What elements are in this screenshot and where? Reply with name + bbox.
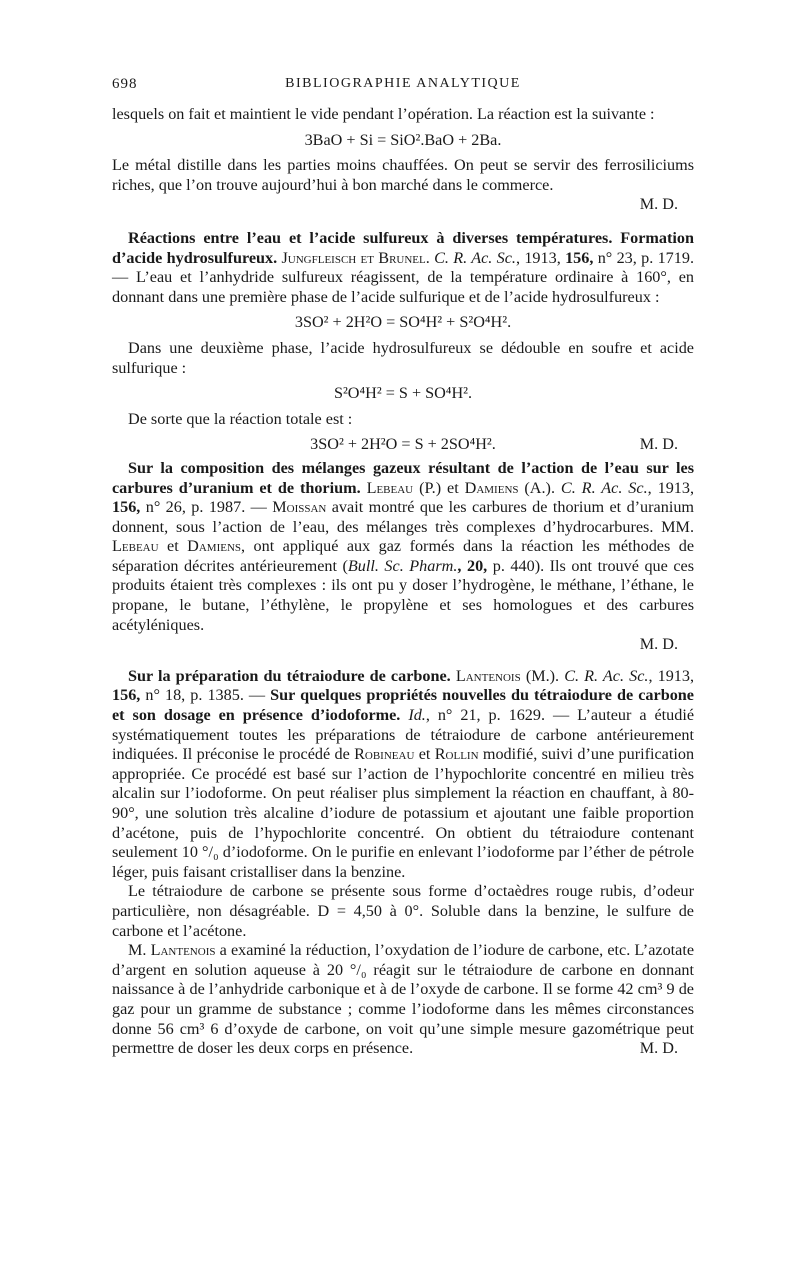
prefix: M.	[128, 941, 147, 960]
author-name: Lantenois	[455, 666, 521, 685]
journal-name: C. R. Ac. Sc.	[564, 666, 649, 685]
journal-name: C. R. Ac. Sc.	[434, 248, 516, 267]
issue-page: n° 26, p. 1987. —	[145, 498, 267, 517]
abstract-title: Sur quelques propriétés nouvelles du tétraiodure de carbone et son dosage en présence d’iodoforme.	[112, 686, 694, 725]
person-name: Lebeau	[112, 537, 159, 556]
running-title: BIBLIOGRAPHIE ANALYTIQUE	[285, 76, 521, 91]
equation: 3BaO + Si = SiO².BaO + 2Ba.	[304, 130, 502, 149]
person-name: Rollin	[434, 745, 479, 764]
journal-name: C. R. Ac. Sc.	[560, 478, 648, 497]
abstract-entry: Sur la préparation du tétraiodure de carbone. Lantenois (M.). C. R. Ac. Sc., 1913, 156, n° 18, p. 1385. — Sur quelques propriétés nouvelles du tétraiodure de carbone et son dosage en présence d’iodoforme. Id., n° 21, p. 1629. — L’auteur a étudié systématiquement toutes les préparations de tétraiodure de carbone antérieurement indiquées. Il préconise le procédé de Robineau et Rollin modifié, suivi d’une purification appropriée. Ce procédé est basé sur l’action de l’hypochlorite concentré en milieu très alcalin sur l’iodoforme. On peut réaliser plus simplement la réaction en chauffant, à 80-90°, une solution très alcaline d’iodure de potassium et ajoutant une faible proportion d’acétone, puis de l’hypochlorite concentré. On obtient du tétraiodure contenant seulement 10 °/₀ d’iodoforme. On le purifie en enlevant l’iodoforme par l’éther de pétrole léger, puis faisant cristalliser dans la benzine.	[112, 666, 695, 881]
abstract-text: avait montré que les carbures de thorium et d’uranium donnent, sous l’action de l’eau, des mélanges très complexes d’hydrocarbures. MM.	[112, 498, 695, 536]
abstract-title: Réactions entre l’eau et l’acide sulfureux à diverses températures. Formation d’acide hydrosulfureux.	[112, 228, 694, 267]
reference-page: , n° 21, p. 1629.	[425, 706, 546, 725]
paragraph: De sorte que la réaction totale est :	[128, 409, 353, 428]
reference-id: Id.	[408, 706, 426, 725]
author-initial: (P.)	[419, 478, 442, 497]
spacer	[112, 655, 694, 667]
person-name: Robineau	[354, 745, 415, 764]
paragraph: Dans une deuxième phase, l’acide hydrosulfureux se dédouble en soufre et acide sulfurique :	[112, 338, 694, 377]
issue-page: n° 23, p. 1719.	[597, 248, 694, 267]
paragraph	[112, 941, 694, 1059]
person-name: Damiens	[187, 537, 242, 556]
equation: 3SO² + 2H²O = SO⁴H² + S²O⁴H².	[294, 313, 512, 332]
year: 1913,	[657, 666, 695, 685]
paragraph: lesquels on fait et maintient le vide pendant l’opération. La réaction est la suivante :	[112, 105, 655, 123]
author-name: Jungfleisch et Brunel.	[281, 248, 430, 267]
abstract-text: — L’eau et l’anhydride sulfureux réagissent, de la température ordinaire à 160°, en donnant dans une première phase de l’acide sulfurique et de l’acide hydrosulfureux :	[112, 268, 694, 306]
signature: M. D.	[639, 1039, 678, 1058]
page-body	[112, 105, 694, 1059]
author-initial: (A.).	[524, 478, 555, 497]
page-number: 698	[112, 76, 138, 92]
signature: M. D.	[639, 635, 678, 654]
year: 1913,	[657, 478, 695, 497]
volume: 156,	[112, 686, 141, 705]
paragraph: Le métal distille dans les parties moins chauffées. On peut se servir des ferrosiliciums riches, que l’on trouve aujourd’hui à bon marché dans le commerce.	[112, 156, 694, 194]
abstract-entry: Réactions entre l’eau et l’acide sulfureux à diverses températures. Formation d’acide hydrosulfureux. Jungfleisch et Brunel. C. R. Ac. Sc., 1913, 156, n° 23, p. 1719. — L’eau et l’anhydride sulfureux réagissent, de la température ordinaire à 160°, en donnant dans une première phase de l’acide sulfurique et de l’acide hydrosulfureux :	[112, 228, 694, 306]
abstract-text: modifié, suivi d’une purification appropriée. Ce procédé est basé sur l’action de l’hypochlorite concentré en milieu très alcalin sur l’iodoforme. On peut réaliser plus simplement la réaction en chauffant, à 80-90°, une solution très alcaline d’iodure de potassium et ajoutant une faible proportion d’acétone, puis de l’hypochlorite concentré. On obtient du tétraiodure contenant seulement 10 °/₀ d’iodoforme. On le purifie en enlevant l’iodoforme par l’éther de pétrole léger, puis faisant cristalliser dans la benzine.	[112, 745, 695, 881]
equation-with-signature	[112, 435, 694, 455]
issue-page: n° 18, p. 1385. —	[145, 686, 266, 705]
year: 1913,	[524, 248, 561, 267]
abstract-text: et	[418, 745, 431, 764]
reference-volume: , 20,	[457, 556, 488, 575]
abstract-text: a examiné la réduction, l’oxydation de l’iodure de carbone, etc. L’azotate d’argent en solution aqueuse à 20 °/₀ réagit sur le tétraiodure de carbone en donnant naissance à de l’anhydride carbonique et à de l’oxyde de carbone. Il se forme 42 cm³ 9 de gaz pour un gramme de substance ; comme l’iodoforme dans les mêmes circonstances donne 56 cm³ 6 d’oxyde de carbone, on voit qu’une simple mesure gazométrique peut permettre de doser les deux corps en présence.	[112, 941, 695, 1058]
abstract-title: Sur la composition des mélanges gazeux résultant de l’action de l’eau sur les carbures d’uranium et de thorium.	[112, 458, 694, 497]
equation: S²O⁴H² = S + SO⁴H².	[333, 384, 473, 403]
author-name: Damiens	[464, 478, 519, 497]
running-header	[112, 76, 694, 96]
volume: 156,	[112, 498, 141, 517]
abstract-text: p. 440). Ils ont trouvé que ces produits étaient très complexes : ils ont pu y doser l’hydrogène, le méthane, l’éthane, le propane, le butane, l’éthylène, le propylène et ses homologues et des carbures acétyléniques.	[112, 556, 695, 634]
conjunction: et	[447, 478, 459, 497]
equation: 3SO² + 2H²O = S + 2SO⁴H².	[310, 435, 496, 454]
abstract-text: , ont appliqué aux gaz formés dans la réaction les méthodes de séparation décrites antérieurement (	[112, 537, 694, 575]
signature: M. D.	[639, 435, 678, 454]
author-name: Lebeau	[366, 478, 414, 497]
person-name: Lantenois	[150, 941, 216, 960]
author-initial: (M.).	[525, 666, 560, 685]
person-name: Moissan	[272, 498, 327, 517]
signature: M. D.	[639, 195, 678, 214]
abstract-title: Sur la préparation du tétraiodure de carbone.	[128, 666, 451, 685]
abstract-text: et	[167, 537, 179, 556]
spacer	[112, 215, 694, 229]
volume: 156,	[565, 248, 594, 267]
reference-journal: Bull. Sc. Pharm.	[347, 556, 458, 575]
paragraph: Le tétraiodure de carbone se présente sous forme d’octaèdres rouge rubis, d’odeur particulière, non désagréable. D = 4,50 à 0°. Soluble dans la benzine, le sulfure de carbone et l’acétone.	[112, 882, 694, 940]
abstract-text: — L’auteur a étudié systématiquement toutes les préparations de tétraiodure de carbone antérieurement indiquées. Il préconise le procédé de	[112, 706, 694, 764]
abstract-entry: Sur la composition des mélanges gazeux résultant de l’action de l’eau sur les carbures d’uranium et de thorium. Lebeau (P.) et Damiens (A.). C. R. Ac. Sc., 1913, 156, n° 26, p. 1987. — Moissan avait montré que les carbures de thorium et d’uranium donnent, sous l’action de l’eau, des mélanges très complexes d’hydrocarbures. MM. Lebeau et Damiens, ont appliqué aux gaz formés dans la réaction les méthodes de séparation décrites antérieurement (Bull. Sc. Pharm., 20, p. 440). Ils ont trouvé que ces produits étaient très complexes : ils ont pu y doser l’hydrogène, le méthane, l’éthane, le propane, le butane, l’éthylène, le propylène et ses homologues et des carbures acétyléniques.	[112, 458, 695, 634]
